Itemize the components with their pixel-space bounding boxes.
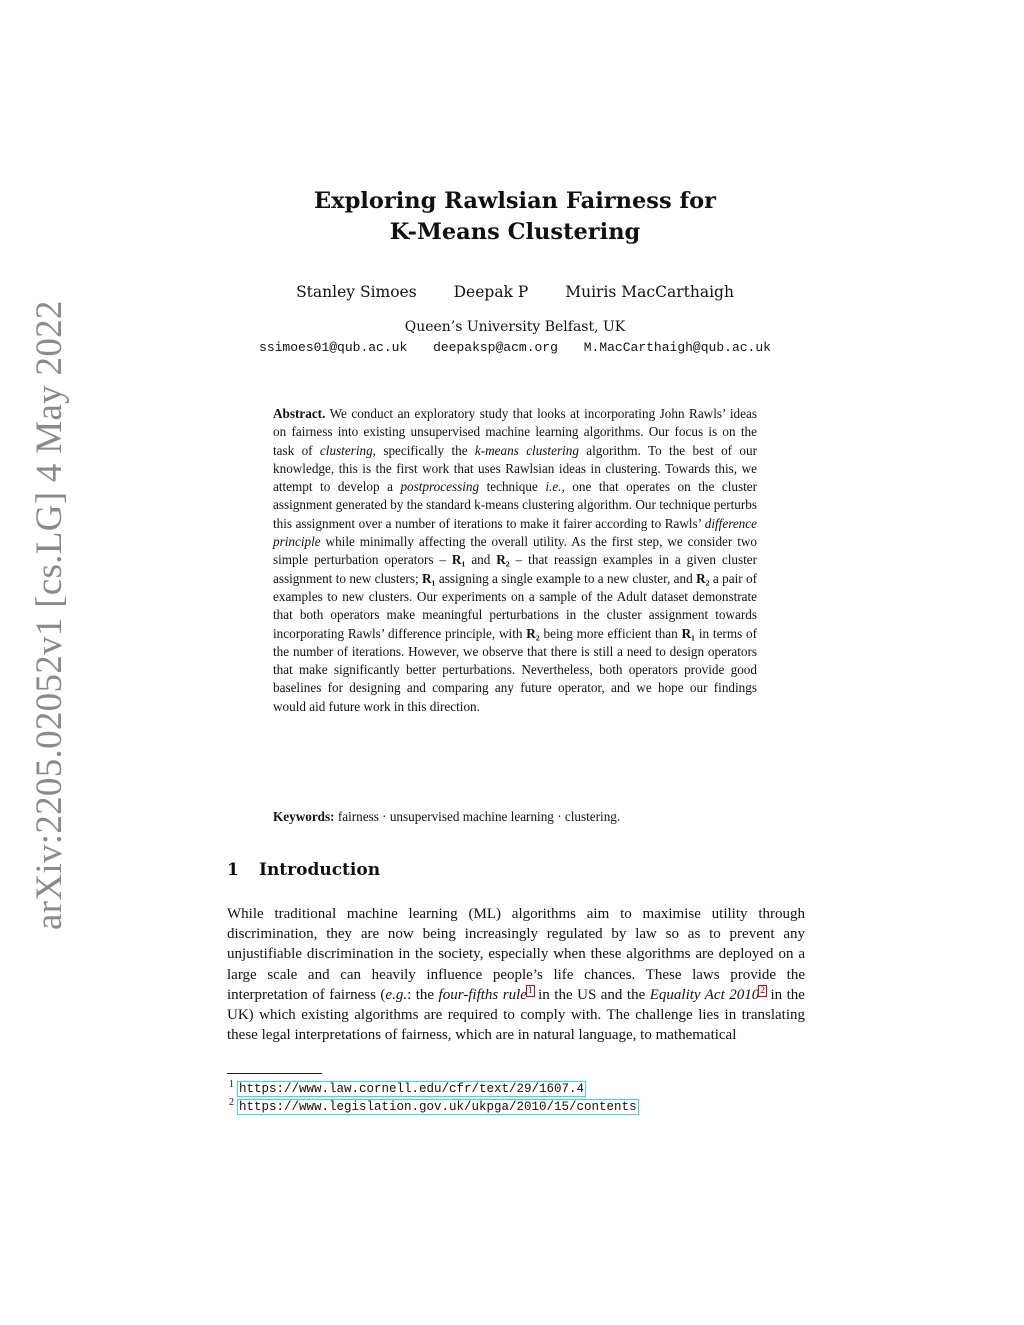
section-title: Introduction <box>259 860 381 880</box>
abstract-label: Abstract. <box>273 406 326 421</box>
paper-title <box>0 186 1024 248</box>
operator-symbol: R₂ <box>696 570 710 586</box>
author-name: Stanley Simoes <box>296 283 417 301</box>
author-list <box>0 283 1024 301</box>
operator-symbol: R₂ <box>496 552 510 568</box>
body-emph: e.g. <box>385 986 408 1003</box>
arxiv-identifier-stamp: arXiv:2205.02052v1 [cs.LG] 4 May 2022 <box>29 300 70 930</box>
operator-symbol: R₂ <box>526 625 540 641</box>
abstract-text: , one that operates on the cluster assignment generated by the standard k-means clustering algorithm. Our technique perturbs this assignment over a number of iterations to make it fairer according to Rawls’ <box>273 479 758 531</box>
abstract-emph: k-means clustering <box>474 442 579 458</box>
footnote-ref-2[interactable]: 2 <box>760 985 765 996</box>
abstract-text: – that reassign examples in a given cluster assignment to new clusters; <box>273 552 757 586</box>
affiliation: Queen’s University Belfast, UK <box>404 319 626 335</box>
keywords <box>273 809 763 825</box>
abstract <box>273 405 757 716</box>
abstract-text: being more efficient than <box>539 625 682 641</box>
keywords-label: Keywords: <box>273 809 335 824</box>
email: ssimoes01@qub.ac.uk <box>259 340 408 355</box>
footnote-2 <box>229 1097 638 1114</box>
body-text: While traditional machine learning (ML) algorithms aim to maximise utility through discrimination, they are now being increasingly regulated by law so as to prevent any unjustifiable discrimination in the society, especially when these algorithms are deployed on a large scale and can heavily influence people’s life chances. These laws provide the interpretation of fairness ( <box>227 906 805 1003</box>
abstract-text: We conduct an exploratory study that looks at incorporating John Rawls’ ideas on fairness into existing unsupervised machine learning algorithms. Our focus is on the task of <box>273 406 757 458</box>
email: M.MacCarthaigh@qub.ac.uk <box>583 340 771 355</box>
abstract-emph: postprocessing <box>400 479 480 495</box>
introduction-paragraph <box>227 904 805 1045</box>
author-name: Deepak P <box>453 283 529 301</box>
body-emph: four-fifths rule <box>438 986 527 1003</box>
operator-symbol: R₁ <box>681 625 696 641</box>
footnote-link[interactable]: https://www.law.cornell.edu/cfr/text/29/1607.4 <box>239 1082 585 1097</box>
abstract-text: a pair of examples to new clusters. Our experiments on a sample of the Adult dataset demonstrate that both operators make meaningful perturbations in the cluster assignment towards incorporating Rawls’ difference principle, with <box>273 570 758 641</box>
abstract-text: in terms of the number of iterations. However, we observe that there is still a need to design operators that make significantly better perturbations. Nevertheless, both operators provide good baselines for designing and comparing any future operator, and we hope our findings would aid future work in this direction. <box>273 625 757 714</box>
footnote-1 <box>229 1079 585 1096</box>
keywords-text: fairness · unsupervised machine learning · clustering. <box>334 809 621 824</box>
title-line-1: Exploring Rawlsian Fairness for <box>314 188 716 214</box>
footnote-divider <box>227 1073 322 1074</box>
footnote-mark: 1 <box>229 1079 234 1090</box>
author-name: Muiris MacCarthaigh <box>565 283 734 301</box>
abstract-text: , specifically the <box>372 442 475 458</box>
body-emph: Equality Act 2010 <box>649 986 760 1003</box>
footnote-mark: 2 <box>229 1097 234 1108</box>
abstract-text: technique <box>479 479 546 495</box>
section-number: 1 <box>227 860 239 880</box>
email: deepaksp@acm.org <box>433 340 558 355</box>
operator-symbol: R₁ <box>422 570 436 586</box>
operator-symbol: R₁ <box>451 552 466 568</box>
abstract-emph: i.e. <box>545 479 562 495</box>
section-heading <box>227 860 380 880</box>
abstract-text: while minimally affecting the overall utility. As the first step, we consider two simple perturbation operators – <box>273 534 757 568</box>
body-text: in the US and the <box>533 986 650 1003</box>
body-text: : the <box>407 986 439 1003</box>
author-emails <box>0 340 1024 355</box>
abstract-emph: clustering <box>319 442 373 458</box>
abstract-text: algorithm. To the best of our knowledge, this is the first work that uses Rawlsian ideas in clustering. Towards this, we attempt to develop a <box>273 442 757 495</box>
abstract-text: assigning a single example to a new cluster, and <box>435 570 697 586</box>
footnote-ref-1[interactable]: 1 <box>527 985 533 996</box>
footnote-link[interactable]: https://www.legislation.gov.uk/ukpga/2010/15/contents <box>239 1100 637 1115</box>
abstract-text: and <box>465 552 497 568</box>
abstract-emph: difference principle <box>273 515 757 550</box>
body-text: in the UK) which existing algorithms are required to comply with. The challenge lies in translating these legal interpretations of fairness, which are in natural language, to mathematical <box>227 986 805 1044</box>
title-line-2: K-Means Clustering <box>389 219 641 245</box>
